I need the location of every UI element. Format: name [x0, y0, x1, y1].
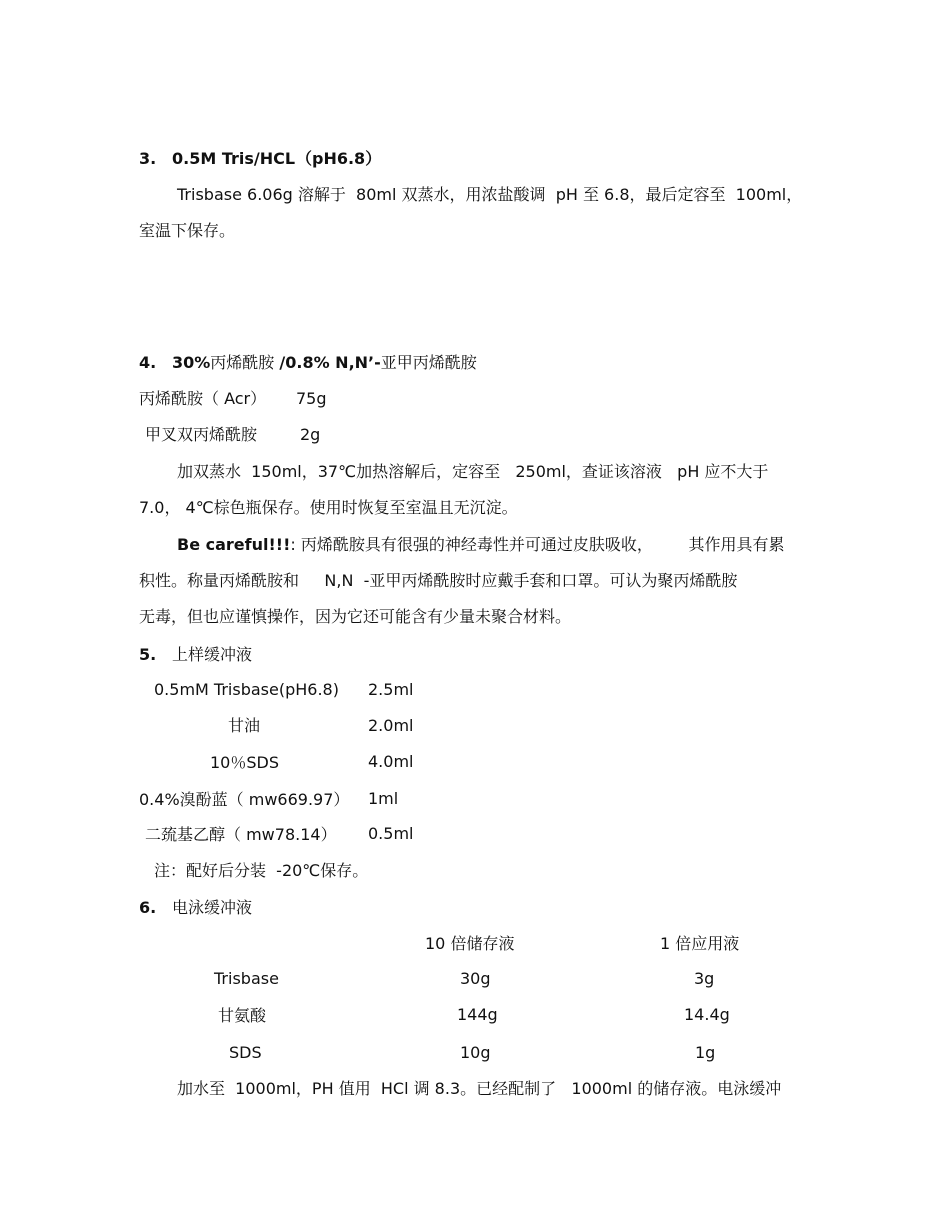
- running-buffer-row-name: 甘氨酸: [218, 1006, 267, 1025]
- sample-buffer-item-name: 二巯基乙醇（ mw78.14）: [145, 825, 337, 844]
- section5-number: 5.: [139, 645, 157, 664]
- sample-buffer-item-amount: 0.5ml: [368, 824, 414, 843]
- column-header-stock: 10 倍储存液: [425, 934, 515, 953]
- section4-heading-bold2: /0.8% N,N’-: [279, 353, 381, 372]
- section3-heading-ph: （pH6.8）: [296, 149, 382, 168]
- warning-label: Be careful!!!: [177, 535, 291, 554]
- acr-label: 丙烯酰胺（ Acr）: [139, 389, 267, 408]
- sample-buffer-item-amount: 4.0ml: [368, 752, 414, 771]
- running-buffer-row-working: 14.4g: [684, 1005, 730, 1024]
- acr-value: 75g: [296, 389, 327, 408]
- section4-number: 4.: [139, 353, 157, 372]
- section6-heading: 电泳缓冲液: [172, 898, 253, 917]
- section4-heading-bold1: 30%: [172, 353, 211, 372]
- section4-text-line2: 7.0， 4℃棕色瓶保存。使用时恢复至室温且无沉淀。: [139, 498, 518, 517]
- storage-note: 注：配好后分装 -20℃保存。: [154, 861, 369, 880]
- sample-buffer-item-name: 0.4%溴酚蓝（ mw669.97）: [139, 790, 350, 809]
- sample-buffer-item-name: 0.5mM Trisbase(pH6.8): [154, 680, 339, 699]
- running-buffer-row-stock: 144g: [457, 1005, 498, 1024]
- section3-number: 3.: [139, 149, 157, 168]
- bis-value: 2g: [300, 425, 321, 444]
- running-buffer-row-name: Trisbase: [214, 969, 279, 988]
- section4-text-line5: 无毒，但也应谨慎操作，因为它还可能含有少量未聚合材料。: [139, 607, 572, 626]
- section4-text-line4: 积性。称量丙烯酰胺和 N,N -亚甲丙烯酰胺时应戴手套和口罩。可认为聚丙烯酰胺: [139, 571, 738, 590]
- section4-text-line1: 加双蒸水 150ml，37℃加热溶解后，定容至 250ml，查证该溶液 pH 应不大于: [177, 462, 769, 481]
- sample-buffer-item-amount: 1ml: [368, 789, 399, 808]
- running-buffer-row-stock: 10g: [460, 1043, 491, 1062]
- section4-heading: [172, 353, 477, 373]
- warning-text: : 丙烯酰胺具有很强的神经毒性并可通过皮肤吸收， 其作用具有累: [290, 535, 785, 554]
- running-buffer-row-working: 1g: [695, 1043, 716, 1062]
- section5-heading: 上样缓冲液: [172, 645, 253, 664]
- sample-buffer-item-name: 甘油: [228, 716, 261, 735]
- section4-heading-text1: 丙烯酰胺: [210, 353, 280, 372]
- running-buffer-row-name: SDS: [229, 1043, 262, 1062]
- running-buffer-row-working: 3g: [694, 969, 715, 988]
- section3-text-line2: 室温下保存。: [139, 221, 236, 240]
- section4-heading-text2: 亚甲丙烯酰胺: [380, 353, 477, 372]
- section3-text-line1: Trisbase 6.06g 溶解于 80ml 双蒸水，用浓盐酸调 pH 至 6.8，最后定容至 100ml，: [177, 185, 803, 204]
- section3-heading: 0.5M Tris/HCL: [172, 149, 296, 168]
- sample-buffer-item-amount: 2.0ml: [368, 716, 414, 735]
- section6-text-line1: 加水至 1000ml，PH 值用 HCl 调 8.3。已经配制了 1000ml 的储存液。电泳缓冲: [177, 1079, 782, 1098]
- running-buffer-row-stock: 30g: [460, 969, 491, 988]
- sample-buffer-item-amount: 2.5ml: [368, 680, 414, 699]
- warning-line: [177, 535, 784, 555]
- bis-label: 甲叉双丙烯酰胺: [145, 425, 258, 444]
- column-header-working: 1 倍应用液: [660, 934, 740, 953]
- section6-number: 6.: [139, 898, 157, 917]
- sample-buffer-item-name: 10％SDS: [210, 753, 279, 772]
